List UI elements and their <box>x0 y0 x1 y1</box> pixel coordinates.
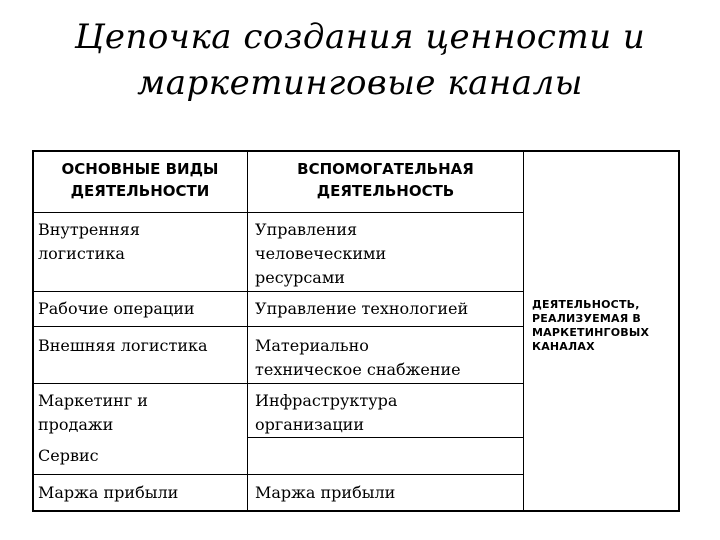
row-divider-2 <box>33 326 523 327</box>
row-divider-header <box>33 212 523 213</box>
slide-title: Цепочка создания ценности и маркетинговые каналы <box>74 17 646 103</box>
row-divider-1 <box>33 291 523 292</box>
support-infrastructure: Инфраструктура организации <box>255 391 398 434</box>
primary-service: Сервис <box>38 446 99 465</box>
primary-outbound-logistics: Внешняя логистика <box>38 336 208 355</box>
support-hr-management: Управления человеческими ресурсами <box>255 220 387 287</box>
support-procurement: Материально техническое снабжение <box>255 336 461 379</box>
marketing-channel-activities-label: ДЕЯТЕЛЬНОСТЬ, РЕАЛИЗУЕМАЯ В МАРКЕТИНГОВЫХ КАНАЛАХ <box>532 298 650 353</box>
row-divider-5 <box>33 474 523 475</box>
row-divider-3 <box>33 383 523 384</box>
header-support-activities: ВСПОМОГАТЕЛЬНАЯ ДЕЯТЕЛЬНОСТЬ <box>297 160 474 200</box>
column-divider-1 <box>247 151 248 511</box>
header-primary-activities: ОСНОВНЫЕ ВИДЫ ДЕЯТЕЛЬНОСТИ <box>61 160 219 200</box>
column-divider-2 <box>523 151 524 511</box>
primary-operations: Рабочие операции <box>38 299 195 318</box>
primary-marketing-sales: Маркетинг и продажи <box>38 391 148 434</box>
row-divider-4 <box>248 437 523 438</box>
support-technology: Управление технологией <box>255 299 469 318</box>
primary-profit-margin: Маржа прибыли <box>38 483 179 502</box>
primary-inbound-logistics: Внутренняя логистика <box>38 220 140 263</box>
support-profit-margin: Маржа прибыли <box>255 483 396 502</box>
